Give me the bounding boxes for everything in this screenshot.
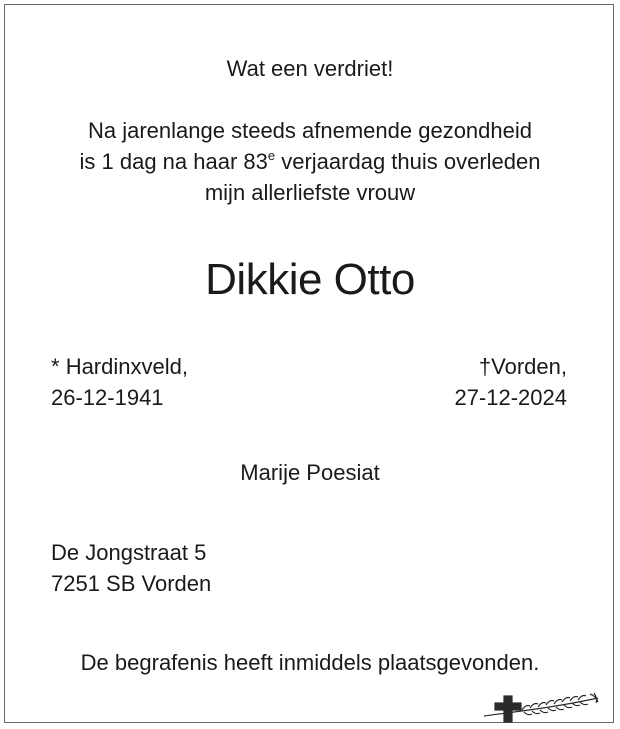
death-place-name: Vorden, — [491, 354, 567, 379]
signed-by: Marije Poesiat — [240, 460, 380, 485]
intro-line-2-start: is 1 dag na haar 83 — [79, 149, 268, 174]
opening-line: Wat een verdriet! — [226, 56, 394, 81]
deceased-name: Dikkie Otto — [205, 255, 415, 304]
closing-line: De begrafenis heeft inmiddels plaatsgevonden. — [80, 650, 540, 675]
death-date: 27-12-2024 — [454, 385, 567, 410]
ordinal-suffix: e — [267, 148, 276, 163]
address-street: De Jongstraat 5 — [51, 540, 207, 565]
intro-line-3: mijn allerliefste vrouw — [204, 180, 416, 205]
birth-place — [51, 352, 188, 382]
intro-line-2-end: verjaardag thuis overleden — [275, 149, 541, 174]
birth-date: 26-12-1941 — [51, 385, 164, 410]
intro-line-2 — [5, 147, 615, 177]
intro-line-1: Na jarenlange steeds afnemende gezondheid — [88, 118, 532, 143]
address-city: 7251 SB Vorden — [51, 571, 212, 596]
death-symbol: † — [478, 354, 492, 379]
death-place — [479, 352, 567, 382]
obituary-card — [4, 4, 614, 723]
birth-symbol: * — [51, 354, 60, 379]
cross-with-palm-branch-icon — [482, 692, 602, 724]
birth-place-name: Hardinxveld, — [65, 354, 188, 379]
